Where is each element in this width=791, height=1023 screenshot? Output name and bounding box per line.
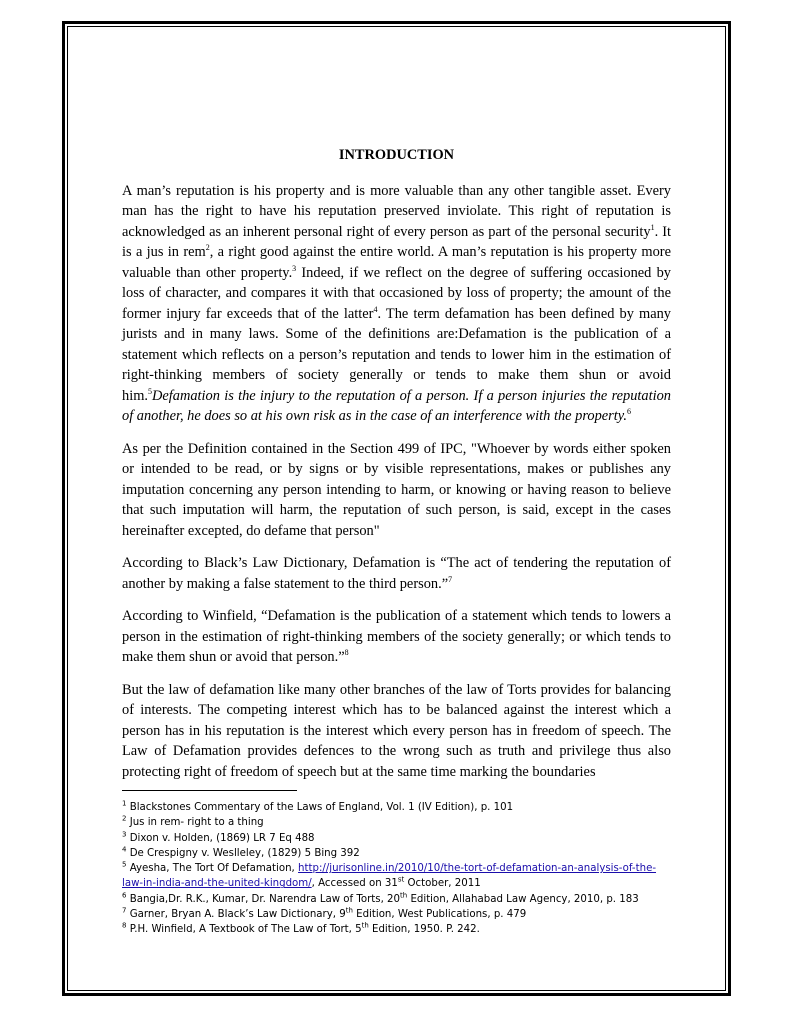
footnote-8 xyxy=(122,922,682,937)
footnote-text: October, 2011 xyxy=(404,878,481,890)
page-title: INTRODUCTION xyxy=(338,147,455,163)
footnote-ref: 4 xyxy=(373,304,378,314)
footnote-number: 8 xyxy=(122,921,127,930)
footnote-5-continued xyxy=(122,876,682,891)
footnote-ref: 5 xyxy=(148,386,152,396)
footnote-text: Bangia,Dr. R.K., Kumar, Dr. Narendra Law of Torts, 20 xyxy=(126,893,401,905)
footnote-5 xyxy=(122,861,682,876)
text-run: According to Black’s Law Dictionary, Defamation is “The act of tendering the reputation of another by making a false statement to the third person.” xyxy=(122,555,671,592)
ordinal-suffix: th xyxy=(400,891,408,900)
footnote-2 xyxy=(122,815,682,830)
footnote-text: , Accessed on 31 xyxy=(311,878,398,890)
text-run: . It is a jus in rem xyxy=(122,223,671,260)
text-run: A man’s reputation is his property and is more valuable than any other tangible asset. Every man has the right to have his reputation preserved inviolate. This right of reputation is acknowledged as an inherent personal right of every person as part of the personal security xyxy=(122,182,671,240)
footnote-text: Edition, West Publications, p. 479 xyxy=(352,909,527,921)
text-run: According to Winfield, “Defamation is the publication of a statement which tends to lowers a person in the estimation of right-thinking members of the society generally; or which tends to make them shun or avoid that person.” xyxy=(122,608,671,665)
footnote-ref: 3 xyxy=(292,263,297,273)
footnote-divider xyxy=(122,790,297,791)
footnote-4 xyxy=(122,846,682,861)
text-run: . The term defamation has been defined by many jurists and in many laws. Some of the definitions are:Defamation is the publication of a statement which reflects on a person’s reputation and tends to lower him in the estimation of right-thinking members of society generally or tends to make them shun or avoid him. xyxy=(122,305,671,404)
paragraph-introduction xyxy=(122,181,671,427)
footnote-number: 4 xyxy=(122,845,127,854)
footnote-6 xyxy=(122,892,682,907)
document-body xyxy=(122,145,671,794)
footnote-text: Edition, 1950. P. 242. xyxy=(368,924,480,936)
text-run: Indeed, if we reflect on the degree of suffering occasioned by loss of character, and compares it with that occasioned by loss of property; the amount of the former injury far exceeds that of the latter xyxy=(122,264,671,322)
footnote-ref: 8 xyxy=(344,648,349,658)
footnote-text: Jus in rem- right to a thing xyxy=(126,817,264,829)
footnote-1 xyxy=(122,800,682,815)
footnote-text: P.H. Winfield, A Textbook of The Law of Tort, 5 xyxy=(126,924,362,936)
paragraph-blacks-law xyxy=(122,553,671,594)
footnotes xyxy=(122,800,682,938)
footnote-text: Edition, Allahabad Law Agency, 2010, p. 183 xyxy=(407,893,639,905)
footnote-text: Ayesha, The Tort Of Defamation, xyxy=(126,863,299,875)
footnote-number: 7 xyxy=(122,906,127,915)
ordinal-suffix: st xyxy=(397,876,405,885)
paragraph-ipc-definition: As per the Definition contained in the Section 499 of IPC, "Whoever by words either spoken or intended to be read, or by signs or by visible representations, makes or publishes any imputation concerning any person intending to harm, or knowing or having reason to believe that such imputation will harm, the reputation of such person, is said, except in the cases hereinafter excepted, do defame that person" xyxy=(122,440,671,539)
ordinal-suffix: th xyxy=(345,906,353,915)
footnote-7 xyxy=(122,907,682,922)
footnote-ref: 7 xyxy=(448,574,453,584)
footnote-number: 6 xyxy=(122,891,127,900)
ordinal-suffix: th xyxy=(361,921,369,930)
footnote-ref: 1 xyxy=(650,222,655,232)
footnote-number: 1 xyxy=(122,799,127,808)
footnote-link[interactable]: http://jurisonline.in/2010/10/the-tort-of-defamation-an-analysis-of-the- xyxy=(298,863,657,875)
footnote-text: Garner, Bryan A. Black’s Law Dictionary, 9 xyxy=(126,909,346,921)
paragraph-winfield xyxy=(122,606,671,668)
footnote-ref: 2 xyxy=(205,243,210,253)
footnote-number: 2 xyxy=(122,814,127,823)
footnote-text: Dixon v. Holden, (1869) LR 7 Eq 488 xyxy=(126,832,315,844)
footnote-number: 5 xyxy=(122,860,127,869)
text-run: , a right good against the entire world. A man’s reputation is his property more valuable than other property. xyxy=(122,244,671,281)
footnote-text: Blackstones Commentary of the Laws of England, Vol. 1 (IV Edition), p. 101 xyxy=(126,802,514,813)
footnote-text: De Crespigny v. Weslleley, (1829) 5 Bing 392 xyxy=(126,847,360,859)
footnote-3 xyxy=(122,831,682,846)
footnote-link-continued[interactable]: law-in-india-and-the-united-kingdom/ xyxy=(122,878,312,890)
footnote-ref: 6 xyxy=(626,407,631,417)
paragraph-balancing: But the law of defamation like many other branches of the law of Torts provides for balancing of interests. The competing interest which has to be balanced against the interest which a person has in his reputation is the interest which every person has in freedom of speech. The Law of Defamation provides defences to the wrong such as truth and privilege thus also protecting right of freedom of speech but at the same time marking the boundaries xyxy=(122,681,671,780)
italic-definition: Defamation is the injury to the reputation of a person. If a person injuries the reputation of another, he does so at his own risk as in the case of an interference with the property. xyxy=(122,387,671,424)
footnote-number: 3 xyxy=(122,830,127,839)
